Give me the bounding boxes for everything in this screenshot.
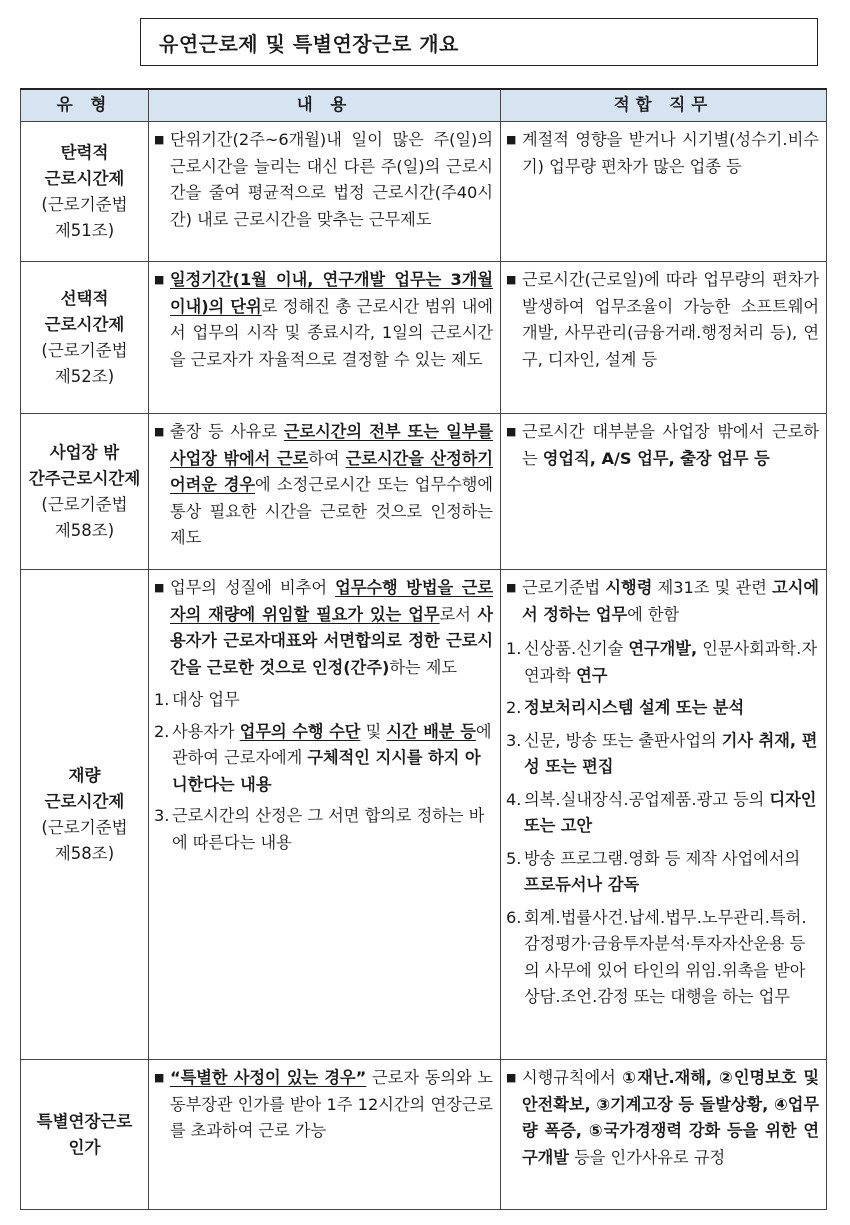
jobs-list-item [506, 905, 819, 1011]
type-name-line: 근로시간제 [44, 791, 125, 811]
text-run: 에 한함 [627, 604, 680, 624]
content-list-item [154, 719, 493, 799]
text-run: 등을 인가사유로 규정 [568, 1147, 726, 1167]
text-run: 시행령 [605, 578, 653, 597]
text-run: 고시에서 정하는 업무 [522, 578, 819, 624]
list-number: 2. [154, 721, 170, 741]
list-number: 2. [506, 698, 522, 717]
type-law-line: (근로기준법 [41, 494, 128, 514]
text-run: 영업직, A/S 업무, 출장 업무 등 [542, 448, 770, 468]
content-list [154, 687, 493, 856]
text-run: 연구 [576, 665, 608, 685]
type-name-line: 사업장 밖 [49, 442, 120, 462]
text-run: 프로듀서나 감독 [524, 875, 640, 894]
text-run: 연구개발, [628, 639, 698, 658]
list-number: 1. [506, 639, 522, 658]
text-run: 방송 프로그램․영화 등 제작 사업에서의 [524, 848, 801, 868]
text-run: 하여 [308, 448, 346, 468]
title-box [140, 18, 818, 66]
content-cell [149, 414, 501, 570]
content-cell [149, 1060, 501, 1210]
overview-table [20, 88, 827, 1210]
jobs-cell [501, 1060, 827, 1210]
content-cell [149, 570, 501, 1060]
jobs-cell [501, 570, 827, 1060]
text-run: 의복․실내장식․공업제품․광고 등의 [524, 789, 770, 809]
type-law-line: (근로기준법 [41, 194, 128, 214]
content-cell [149, 262, 501, 414]
text-run: 근로시간의 전부 또는 일부를 사업장 밖에서 근로 [170, 422, 493, 468]
content-item [154, 575, 493, 681]
text-run: 시간 배분 등 [386, 721, 476, 741]
text-run: 인문사회과학․자연과학 [524, 639, 818, 685]
list-number: 6. [506, 907, 522, 927]
content-list-item [154, 687, 493, 714]
text-run: 계절적 영향을 받거나 시기별(성수기․비수기) 업무량 편차가 많은 업종 등 [522, 130, 819, 176]
table-row [21, 1060, 827, 1210]
type-name-line: 인가 [68, 1137, 101, 1157]
type-law-line: 제52조) [54, 366, 115, 386]
text-run: 신상품․신기술 [524, 639, 629, 658]
text-run: 구체적인 지시를 하지 아니한다는 내용 [172, 748, 481, 794]
text-run: 신문, 방송 또는 출판사업의 [524, 730, 722, 750]
jobs-list [506, 636, 819, 1011]
jobs-list-item [506, 636, 819, 689]
text-run: 근로기준법 [522, 578, 606, 597]
jobs-item [506, 267, 819, 373]
text-run: 출장 등 사유로 [170, 422, 284, 441]
text-run: 로서 [439, 604, 478, 624]
text-run: 시행규칙에서 [522, 1068, 623, 1087]
type-law-line: 제58조) [54, 843, 115, 863]
content-item [154, 127, 493, 233]
jobs-item [506, 575, 819, 628]
header-jobs: 적합 직무 [501, 89, 827, 122]
jobs-item [506, 419, 819, 472]
text-run: 업무의 성질에 비추어 [170, 578, 336, 597]
type-cell [21, 262, 149, 414]
jobs-item [506, 127, 819, 180]
content-item [154, 1065, 493, 1145]
text-run: 에 소정근로시간 또는 업무수행에 통상 필요한 시간을 근로한 것으로 인정하는 제도 [170, 475, 493, 547]
text-run: 로 정해진 총 근로시간 범위 내에서 업무의 시작 및 종료시각, 1일의 근로시간을 근로자가 자율적으로 결정할 수 있는 제도 [170, 296, 493, 369]
table-header-row [21, 89, 827, 122]
type-name-line: 근로시간제 [44, 168, 125, 188]
table-row [21, 570, 827, 1060]
table-row [21, 414, 827, 570]
type-name-line: 탄력적 [60, 142, 109, 162]
text-run: 업무의 수행 수단 [239, 721, 361, 741]
jobs-cell [501, 262, 827, 414]
text-run: 일정기간(1월 이내, 연구개발 업무는 3개월 이내)의 단위 [170, 270, 493, 316]
list-number: 3. [154, 806, 170, 825]
type-cell [21, 122, 149, 262]
text-run: 근로시간 대부분을 사업장 밖에서 근로하는 [522, 422, 819, 468]
text-run: 회계․법률사건․납세․법무․노무관리․특허․감정평가·금융투자분석·투자자산운용 등의 사무에 있어 타인의 위임․위촉을 받아 상담․조언․감정 또는 대행을 하는 업무 [524, 907, 807, 1006]
type-law-line: 제51조) [54, 220, 115, 240]
header-type: 유 형 [21, 89, 149, 122]
type-law-line: (근로기준법 [41, 340, 128, 360]
type-cell [21, 414, 149, 570]
jobs-list-item [506, 728, 819, 781]
text-run: 근로시간을 산정하기 어려운 경우 [170, 448, 494, 494]
text-run: 정보처리시스템 설계 또는 분석 [524, 698, 745, 717]
text-run: 대상 업무 [172, 690, 240, 709]
text-run: ①재난.재해, ②인명보호 및 안전확보, ③기계고장 등 돌발상황, ④업무량 폭증, ⑤국가경쟁력 강화 등을 위한 연구개발 [522, 1068, 819, 1167]
jobs-list-item [506, 787, 819, 840]
type-cell [21, 570, 149, 1060]
content-list-item [154, 803, 493, 856]
text-run: 사용자가 근로자대표와 서면합의로 정한 근로시간을 근로한 것으로 인정(간주) [170, 604, 494, 677]
type-law-line: 제58조) [54, 520, 115, 540]
jobs-cell [501, 122, 827, 262]
text-run: 근로시간(근로일)에 따라 업무량의 편차가 발생하여 업무조율이 가능한 소프트웨어 개발, 사무관리(금융거래․행정처리 등), 연구, 디자인, 설계 등 [522, 270, 819, 369]
page-title: 유연근로제 및 특별연장근로 개요 [159, 32, 459, 56]
list-number: 4. [506, 789, 522, 809]
header-content: 내 용 [149, 89, 501, 122]
text-run: “특별한 사정이 있는 경우” [170, 1068, 367, 1087]
list-number: 1. [154, 690, 170, 709]
type-name-line: 근로시간제 [44, 314, 125, 334]
content-cell [149, 122, 501, 262]
jobs-cell [501, 414, 827, 570]
jobs-list-item [506, 846, 819, 899]
content-item [154, 419, 493, 552]
type-law-line: (근로기준법 [41, 817, 128, 837]
text-run: 에 관하여 근로자에게 [172, 721, 492, 767]
text-run: 사용자가 [172, 721, 240, 741]
table-row [21, 262, 827, 414]
text-run: 업무수행 방법을 근로자의 재량에 위임할 필요가 있는 업무 [170, 578, 493, 624]
type-name-line: 특별연장근로 [36, 1111, 133, 1131]
type-name-line: 재량 [68, 765, 101, 785]
text-run: 단위기간(2주~6개월)내 일이 많은 주(일)의 근로시간을 늘리는 대신 다른 주(일)의 근로시간을 줄여 평균적으로 법정 근로시간(주40시간) 내로 근로시간을 맞추는 근무제도 [170, 130, 493, 229]
text-run: 제31조 및 관련 [652, 578, 773, 597]
list-number: 5. [506, 848, 522, 868]
table-row [21, 122, 827, 262]
jobs-list-item [506, 695, 819, 722]
type-cell [21, 1060, 149, 1210]
text-run: 하는 제도 [389, 657, 458, 677]
type-name-line: 간주근로시간제 [28, 468, 141, 488]
content-item [154, 267, 493, 373]
text-run: 디자인 또는 고안 [524, 789, 817, 835]
text-run: 근로자 동의와 노동부장관 인가를 받아 1주 12시간의 연장근로를 초과하여 근로 가능 [170, 1068, 493, 1140]
type-name-line: 선택적 [60, 288, 109, 308]
text-run: 근로시간의 산정은 그 서면 합의로 정하는 바에 따른다는 내용 [172, 806, 485, 852]
list-number: 3. [506, 730, 522, 750]
text-run: 기사 취재, 편성 또는 편집 [524, 730, 818, 776]
text-run: 및 [360, 721, 387, 741]
jobs-item [506, 1065, 819, 1171]
